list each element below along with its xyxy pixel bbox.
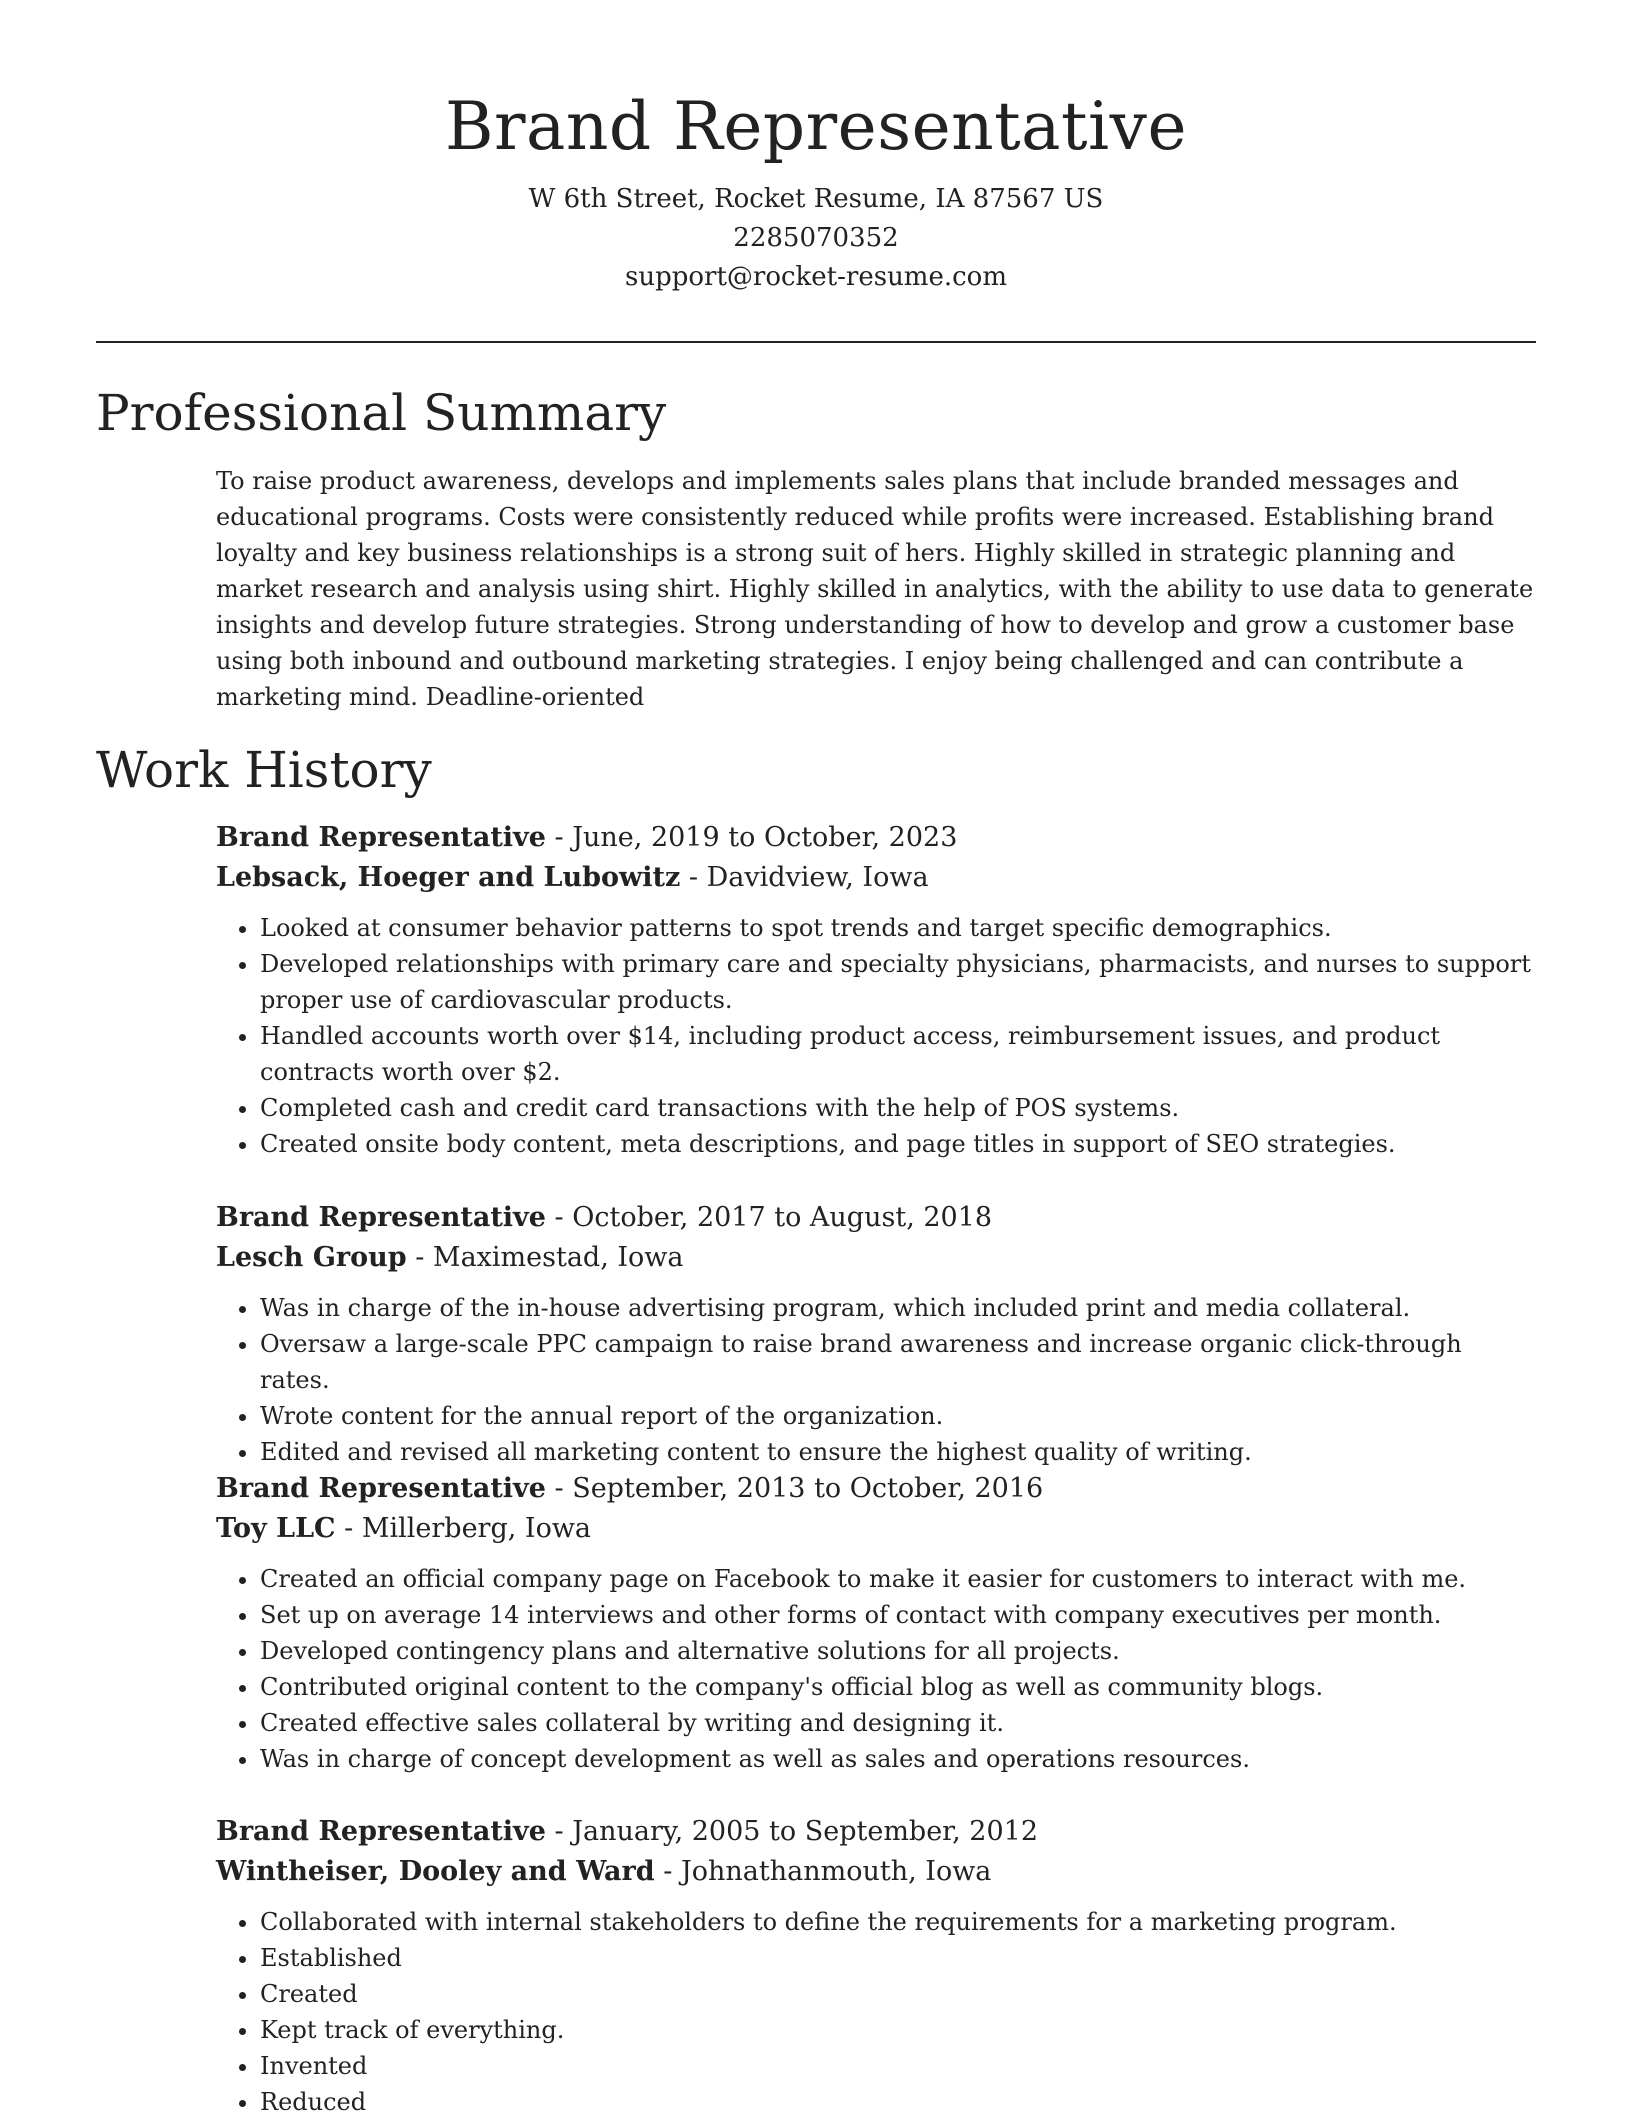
job-entry xyxy=(216,818,1536,1162)
job-bullet: • Handled accounts worth over $14, including product access, reimbursement issues, and product contracts worth over $2. xyxy=(260,1018,1536,1090)
job-bullet: • Developed relationships with primary care and specialty physicians, pharmacists, and nurses to support proper use of cardiovascular products. xyxy=(260,946,1536,1018)
email: support@rocket-resume.com xyxy=(624,262,1007,292)
job-bullet: • Was in charge of the in-house advertising program, which included print and media collateral. xyxy=(260,1290,1536,1326)
summary-heading: Professional Summary xyxy=(96,384,667,442)
candidate-name: Brand Representative xyxy=(444,88,1188,165)
job-company-line xyxy=(216,858,1536,898)
job-title-line xyxy=(216,1812,1536,1852)
job-title-line xyxy=(216,1469,1536,1509)
job-entry xyxy=(216,1469,1536,1777)
job-title: Brand Representative xyxy=(216,822,546,853)
contact-info xyxy=(0,180,1632,297)
job-company-line xyxy=(216,1852,1536,1892)
phone: 2285070352 xyxy=(733,223,899,253)
job-title: Brand Representative xyxy=(216,1473,546,1504)
job-bullet: • Collaborated with internal stakeholders to define the requirements for a marketing program. xyxy=(260,1904,1536,1940)
job-location: - Millerberg, Iowa xyxy=(335,1513,592,1544)
job-bullet: • Created an official company page on Facebook to make it easier for customers to interact with me. xyxy=(260,1561,1536,1597)
job-bullet: • Wrote content for the annual report of the organization. xyxy=(260,1398,1536,1434)
job-bullets xyxy=(216,1904,1536,2120)
job-entry xyxy=(216,1198,1536,1470)
job-entry xyxy=(216,1812,1536,2120)
job-bullet: • Completed cash and credit card transactions with the help of POS systems. xyxy=(260,1090,1536,1126)
resume-header xyxy=(0,82,1632,297)
job-bullet: • Edited and revised all marketing content to ensure the highest quality of writing. xyxy=(260,1434,1536,1470)
job-location: - Johnathanmouth, Iowa xyxy=(654,1856,992,1887)
job-title-line xyxy=(216,818,1536,858)
job-bullet: • Contributed original content to the company's official blog as well as community blogs. xyxy=(260,1669,1536,1705)
job-bullet: • Created effective sales collateral by writing and designing it. xyxy=(260,1705,1536,1741)
job-title-line xyxy=(216,1198,1536,1238)
job-location: - Davidview, Iowa xyxy=(680,862,929,893)
job-bullet: • Created onsite body content, meta descriptions, and page titles in support of SEO strategies. xyxy=(260,1126,1536,1162)
job-company: Lesch Group xyxy=(216,1242,407,1273)
job-bullet: • Created xyxy=(260,1976,1536,2012)
summary-text: To raise product awareness, develops and implements sales plans that include branded messages and educational programs. Costs were consistently reduced while profits were increased. Establishing brand loyalty and key business relationships is a strong suit of hers. Highly skilled in strategic planning and market research and analysis using shirt. Highly skilled in analytics, with the ability to use data to generate insights and develop future strategies. Strong understanding of how to develop and grow a customer base using both inbound and outbound marketing strategies. I enjoy being challenged and can contribute a marketing mind. Deadline-oriented xyxy=(216,467,1534,711)
job-bullet: • Oversaw a large-scale PPC campaign to raise brand awareness and increase organic click-through rates. xyxy=(260,1326,1536,1398)
job-company: Toy LLC xyxy=(216,1513,336,1544)
address: W 6th Street, Rocket Resume, IA 87567 US xyxy=(528,184,1104,214)
job-bullet: • Reduced xyxy=(260,2084,1536,2120)
job-bullets xyxy=(216,1290,1536,1470)
job-company: Lebsack, Hoeger and Lubowitz xyxy=(216,862,681,893)
job-title: Brand Representative xyxy=(216,1816,546,1847)
job-bullet: • Kept track of everything. xyxy=(260,2012,1536,2048)
job-dates: - October, 2017 to August, 2018 xyxy=(545,1202,993,1233)
job-bullet: • Established xyxy=(260,1940,1536,1976)
job-dates: - June, 2019 to October, 2023 xyxy=(545,822,958,853)
job-company-line xyxy=(216,1238,1536,1278)
job-bullet: • Looked at consumer behavior patterns to spot trends and target specific demographics. xyxy=(260,910,1536,946)
job-dates: - January, 2005 to September, 2012 xyxy=(545,1816,1038,1847)
job-bullet: • Developed contingency plans and alternative solutions for all projects. xyxy=(260,1633,1536,1669)
job-dates: - September, 2013 to October, 2016 xyxy=(545,1473,1044,1504)
job-bullets xyxy=(216,1561,1536,1777)
job-company: Wintheiser, Dooley and Ward xyxy=(216,1856,655,1887)
job-bullets xyxy=(216,910,1536,1162)
job-location: - Maximestad, Iowa xyxy=(406,1242,684,1273)
header-divider xyxy=(96,341,1536,343)
job-bullet: • Invented xyxy=(260,2048,1536,2084)
job-title: Brand Representative xyxy=(216,1202,546,1233)
job-bullet: • Was in charge of concept development as well as sales and operations resources. xyxy=(260,1741,1536,1777)
work-history-heading: Work History xyxy=(96,741,432,799)
job-bullet: • Set up on average 14 interviews and other forms of contact with company executives per month. xyxy=(260,1597,1536,1633)
job-company-line xyxy=(216,1509,1536,1549)
